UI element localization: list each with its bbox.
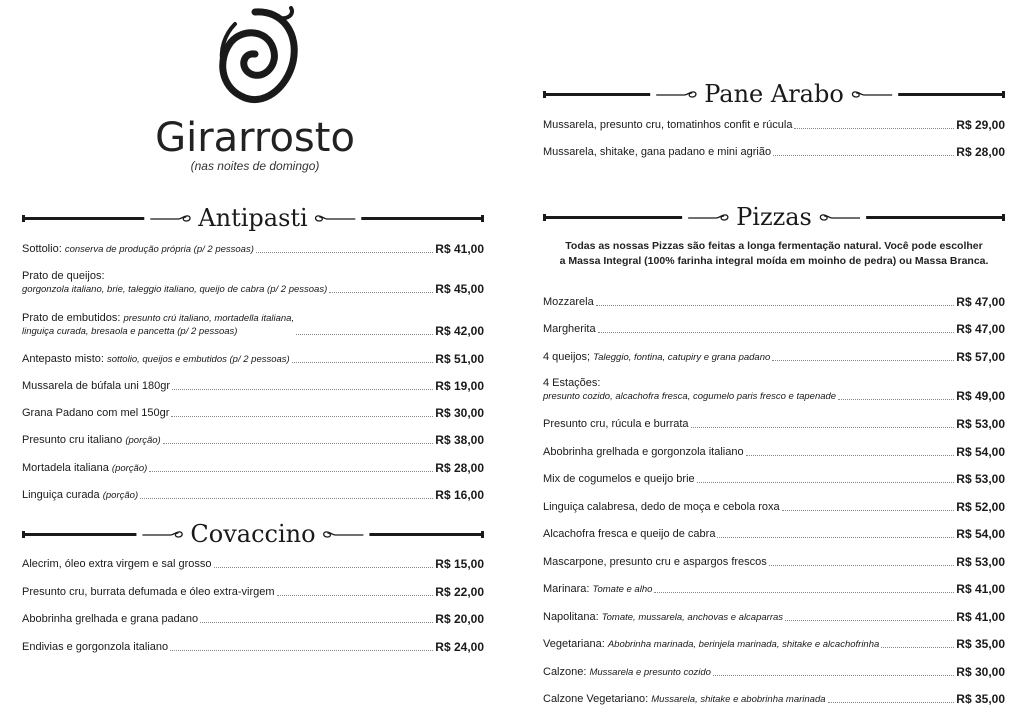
menu-item: Marinara: Tomate e alho R$ 41,00	[543, 582, 1005, 596]
item-price: R$ 41,00	[956, 610, 1005, 624]
item-price: R$ 54,00	[956, 527, 1005, 541]
menu-item: Abobrinha grelhada e gorgonzola italiano R$ 54,00	[543, 445, 1005, 459]
flourish-right-icon	[850, 87, 894, 101]
item-price: R$ 35,00	[956, 692, 1005, 706]
item-price: R$ 22,00	[435, 585, 484, 599]
flourish-left-icon	[140, 527, 184, 541]
flourish-right-icon	[322, 527, 366, 541]
item-price: R$ 54,00	[956, 445, 1005, 459]
menu-item: Mascarpone, presunto cru e aspargos frescos R$ 53,00	[543, 555, 1005, 569]
menu-item: Mix de cogumelos e queijo brie R$ 53,00	[543, 472, 1005, 486]
swirl-logo-icon	[205, 4, 305, 119]
menu-item: 4 Estações: presunto cozido, alcachofra fresca, cogumelo paris fresco e tapenade R$ 49,00	[543, 377, 1005, 403]
item-price: R$ 41,00	[435, 242, 484, 256]
pizzas-section	[543, 203, 1005, 269]
item-price: R$ 35,00	[956, 637, 1005, 651]
item-price: R$ 29,00	[956, 118, 1005, 132]
pane-arabo-header	[543, 80, 1005, 108]
covaccino-header	[22, 520, 484, 548]
item-price: R$ 24,00	[435, 640, 484, 654]
menu-item: Vegetariana: Abobrinha marinada, berinjela marinada, shitake e alcachofrinha R$ 35,00	[543, 637, 1005, 651]
item-price: R$ 57,00	[956, 350, 1005, 364]
pane-arabo-title: Pane Arabo	[704, 80, 844, 108]
item-price: R$ 42,00	[435, 324, 484, 338]
menu-item: Prato de embutidos: presunto crú italiano, mortadella italiana, linguiça curada, bresaola e pancetta (p/ 2 pessoas) R$ 42,00	[22, 312, 484, 338]
item-price: R$ 53,00	[956, 555, 1005, 569]
item-price: R$ 53,00	[956, 472, 1005, 486]
menu-item: Abobrinha grelhada e grana padano R$ 20,00	[22, 612, 484, 626]
menu-item: Linguiça calabresa, dedo de moça e cebola roxa R$ 52,00	[543, 500, 1005, 514]
item-price: R$ 51,00	[435, 352, 484, 366]
menu-item: Alecrim, óleo extra virgem e sal grosso R$ 15,00	[22, 557, 484, 571]
menu-item: Mussarela de búfala uni 180gr R$ 19,00	[22, 379, 484, 393]
brand-name: Girarrosto	[155, 115, 355, 161]
antipasti-header	[22, 204, 484, 232]
item-price: R$ 45,00	[435, 282, 484, 296]
item-price: R$ 52,00	[956, 500, 1005, 514]
menu-item: Napolitana: Tomate, mussarela, anchovas e alcaparras R$ 41,00	[543, 610, 1005, 624]
antipasti-section	[22, 204, 484, 232]
menu-item: Alcachofra fresca e queijo de cabra R$ 54,00	[543, 527, 1005, 541]
flourish-right-icon	[818, 210, 862, 224]
item-price: R$ 53,00	[956, 417, 1005, 431]
menu-item: Prato de queijos: gorgonzola italiano, brie, taleggio italiano, queijo de cabra (p/ 2 pessoas) R$ 45,00	[22, 270, 484, 296]
menu-item: Mortadela italiana (porção) R$ 28,00	[22, 461, 484, 475]
flourish-right-icon	[314, 211, 358, 225]
menu-item: Presunto cru italiano (porção) R$ 38,00	[22, 433, 484, 447]
pizzas-header	[543, 203, 1005, 231]
menu-item: Sottolio: conserva de produção própria (p/ 2 pessoas) R$ 41,00	[22, 242, 484, 256]
flourish-left-icon	[148, 211, 192, 225]
item-price: R$ 49,00	[956, 389, 1005, 403]
flourish-left-icon	[686, 210, 730, 224]
menu-item: Calzone: Mussarela e presunto cozido R$ 30,00	[543, 665, 1005, 679]
brand-logo	[140, 4, 370, 173]
antipasti-title: Antipasti	[198, 204, 308, 232]
menu-item: Presunto cru, burrata defumada e óleo extra-virgem R$ 22,00	[22, 585, 484, 599]
item-price: R$ 47,00	[956, 295, 1005, 309]
pane-arabo-section	[543, 80, 1005, 108]
brand-tagline: (nas noites de domingo)	[190, 159, 320, 173]
menu-item: Margherita R$ 47,00	[543, 322, 1005, 336]
pizzas-title: Pizzas	[736, 203, 812, 231]
covaccino-section	[22, 520, 484, 548]
menu-item: Mussarela, presunto cru, tomatinhos confit e rúcula R$ 29,00	[543, 118, 1005, 132]
item-price: R$ 41,00	[956, 582, 1005, 596]
item-price: R$ 19,00	[435, 379, 484, 393]
item-price: R$ 38,00	[435, 433, 484, 447]
menu-item: 4 queijos; Taleggio, fontina, catupiry e grana padano R$ 57,00	[543, 350, 1005, 364]
item-price: R$ 28,00	[956, 145, 1005, 159]
item-price: R$ 28,00	[435, 461, 484, 475]
item-price: R$ 20,00	[435, 612, 484, 626]
covaccino-title: Covaccino	[190, 520, 316, 548]
menu-item: Mussarela, shitake, gana padano e mini agrião R$ 28,00	[543, 145, 1005, 159]
flourish-left-icon	[654, 87, 698, 101]
item-price: R$ 30,00	[956, 665, 1005, 679]
menu-item: Linguiça curada (porção) R$ 16,00	[22, 488, 484, 502]
item-price: R$ 16,00	[435, 488, 484, 502]
menu-item: Grana Padano com mel 150gr R$ 30,00	[22, 406, 484, 420]
item-price: R$ 47,00	[956, 322, 1005, 336]
item-price: R$ 15,00	[435, 557, 484, 571]
menu-item: Calzone Vegetariano: Mussarela, shitake e abobrinha marinada R$ 35,00	[543, 692, 1005, 706]
menu-item: Presunto cru, rúcula e burrata R$ 53,00	[543, 417, 1005, 431]
pizzas-note: Todas as nossas Pizzas são feitas a longa fermentação natural. Você pode escolher a Massa Integral (100% farinha integral moída em moinho de pedra) ou Massa Branca.	[559, 240, 989, 267]
item-price: R$ 30,00	[435, 406, 484, 420]
menu-item: Antepasto misto: sottolio, queijos e embutidos (p/ 2 pessoas) R$ 51,00	[22, 352, 484, 366]
menu-item: Mozzarela R$ 47,00	[543, 295, 1005, 309]
menu-item: Endivias e gorgonzola italiano R$ 24,00	[22, 640, 484, 654]
